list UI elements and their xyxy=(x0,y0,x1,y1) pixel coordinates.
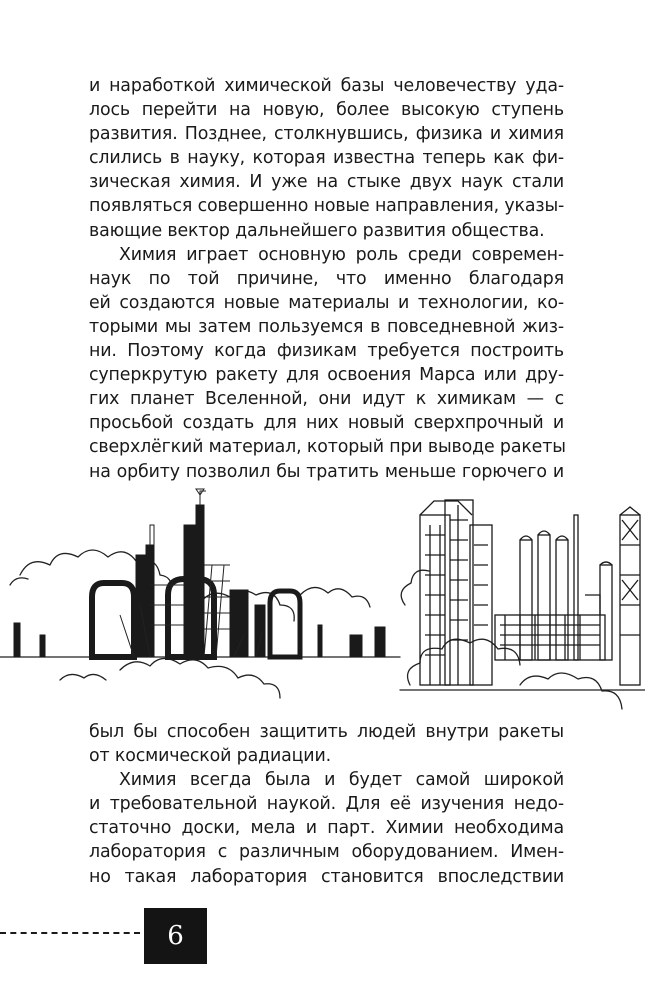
bottom-text-block xyxy=(89,720,564,889)
text-line: был бы способен защитить людей внутри ракеты xyxy=(89,722,564,742)
text-line: просьбой создать для них новый сверхпрочный и xyxy=(89,413,564,434)
text-line: Химия всегда была и будет самой широкой xyxy=(119,770,564,791)
text-line: зическая химия. И уже на стыке двух наук стали xyxy=(89,172,564,193)
text-line: на орбиту позволил бы тратить меньше горючего и xyxy=(89,461,564,482)
text-line: статочно доски, мела и парт. Химии необходима xyxy=(89,818,564,839)
footer-dashed-line xyxy=(0,932,140,934)
text-line: наук по той причине, что именно благодаря xyxy=(89,268,564,289)
text-line: вающие вектор дальнейшего развития общества. xyxy=(89,220,545,241)
text-line: лось перейти на новую, более высокую ступень xyxy=(89,100,564,121)
text-line: торыми мы затем пользуемся в повседневной жиз- xyxy=(89,316,564,337)
text-line: суперкрутую ракету для освоения Марса или дру- xyxy=(89,365,564,386)
text-line: лаборатория с различным оборудованием. Имен- xyxy=(89,842,564,863)
text-line: ей создаются новые материалы и технологии, ко- xyxy=(89,292,564,313)
text-line: Химия играет основную роль среди современ- xyxy=(119,244,564,265)
text-line: и наработкой химической базы человечеству уда- xyxy=(89,76,564,96)
industrial-plant-illustration xyxy=(0,485,645,710)
text-line: и требовательной наукой. Для её изучения недо- xyxy=(89,794,564,815)
text-line: развития. Позднее, столкнувшись, физика и химия xyxy=(89,124,564,145)
text-line: слились в науку, которая известна теперь как фи- xyxy=(89,148,564,169)
text-line: появляться совершенно новые направления, указы- xyxy=(89,196,565,217)
top-text-block xyxy=(89,74,564,484)
text-line: от космической радиации. xyxy=(89,746,331,767)
text-line: но такая лаборатория становится впоследствии xyxy=(89,866,564,887)
text-line: гих планет Вселенной, они идут к химикам — с xyxy=(89,389,564,410)
text-line: ни. Поэтому когда физикам требуется построить xyxy=(89,341,564,362)
page-number: 6 xyxy=(144,908,207,964)
text-line: сверхлёгкий материал, который при выводе ракеты xyxy=(89,437,566,458)
